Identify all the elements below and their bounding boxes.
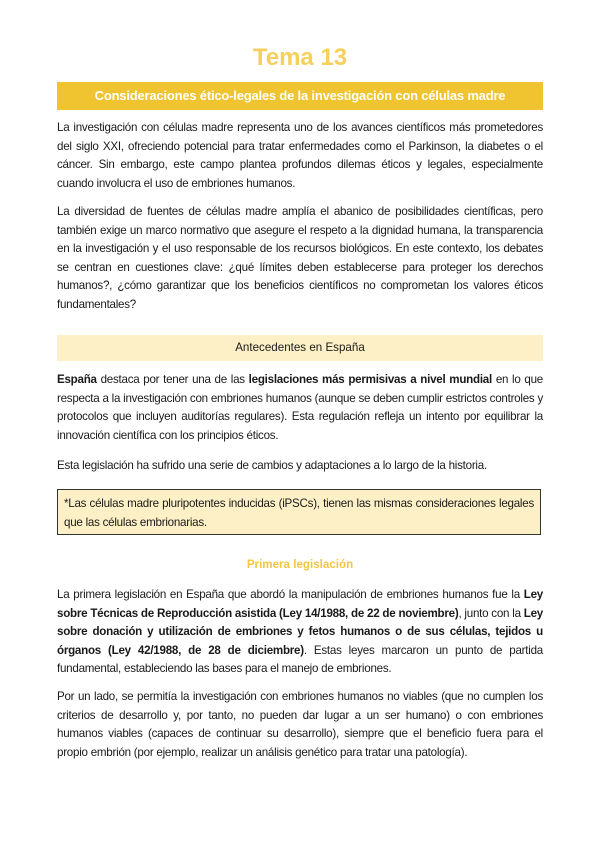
bold-text: Ley sobre donación y utilización de embriones y fetos humanos o de sus células, tejidos u órganos (Ley 42/1988, de 28 de diciembre) [57, 606, 543, 657]
text: , junto con la [458, 606, 524, 620]
antecedentes-paragraph-2 [57, 457, 543, 476]
section-heading-primera-legislacion: Primera legislación [246, 558, 354, 571]
paragraph-text: Esta legislación ha sufrido una serie de cambios y adaptaciones a lo largo de la historia. [57, 459, 487, 472]
paragraph-text: La diversidad de fuentes de células madre amplía el abanico de posibilidades científicas, pero también exige un marco normativo que asegure el respeto a la dignidad humana, la transparencia en la investigación y el uso responsable de los recursos biológicos. En este contexto, los debates se centran en cuestiones clave: ¿qué límites deben establecerse para proteger los derechos humanos?, ¿cómo garantizar que los beneficios científicos no comprometan los valores éticos fundamentales? [57, 205, 543, 311]
text: . Estas leyes marcaron un punto de partida fundamental, estableciendo las bases para el manejo de embriones. [57, 643, 543, 676]
paragraph-text: Por un lado, se permitía la investigación con embriones humanos no viables (que no cumplen los criterios de desarrollo y, por tanto, no pueden dar lugar a un ser humano) o con embriones humanos viables (capaces de continuar su desarrollo), siempre que el beneficio fuera para el propio embrión (por ejemplo, realizar un análisis genético para tratar una patología). [57, 690, 543, 759]
antecedentes-paragraph-1 [57, 371, 543, 445]
paragraph-text: La investigación con células madre representa uno de los avances científicos más prometedores del siglo XXI, ofreciendo potencial para tratar enfermedades como el Parkinson, la diabetes o el cáncer. Sin embargo, este campo plantea profundos dilemas éticos y legales, especialmente cuando involucra el uso de embriones humanos. [57, 121, 543, 190]
bold-text: Ley sobre Técnicas de Reproducción asistida (Ley 14/1988, de 22 de noviembre) [57, 588, 543, 620]
bold-text: legislaciones más permisivas a nivel mundial [248, 373, 492, 386]
primera-paragraph-2 [57, 688, 543, 762]
chapter-banner: Consideraciones ético-legales de la investigación con células madre [57, 82, 543, 110]
text: destaca por tener una de las [96, 373, 249, 386]
text: en lo que respecta a la investigación con embriones humanos (aunque se deben cumplir estrictos controles y protocolos que incluyen auditorías regulares). Esta regulación refleja un intento por equilibrar la innovación científica con los principios éticos. [57, 373, 543, 442]
bold-text: España [57, 373, 97, 386]
section-heading-antecedentes: Antecedentes en España [57, 335, 543, 361]
note-box [57, 489, 541, 535]
note-text: *Las células madre pluripotentes inducidas (iPSCs), tienen las mismas consideraciones legales que las células embrionarias. [64, 497, 534, 529]
intro-paragraph-1 [57, 119, 543, 193]
page-title: Tema 13 [252, 44, 348, 71]
text: La primera legislación en España que abordó la manipulación de embriones humanos fue la [57, 588, 524, 601]
primera-paragraph-1 [57, 586, 543, 679]
intro-paragraph-2 [57, 203, 543, 315]
